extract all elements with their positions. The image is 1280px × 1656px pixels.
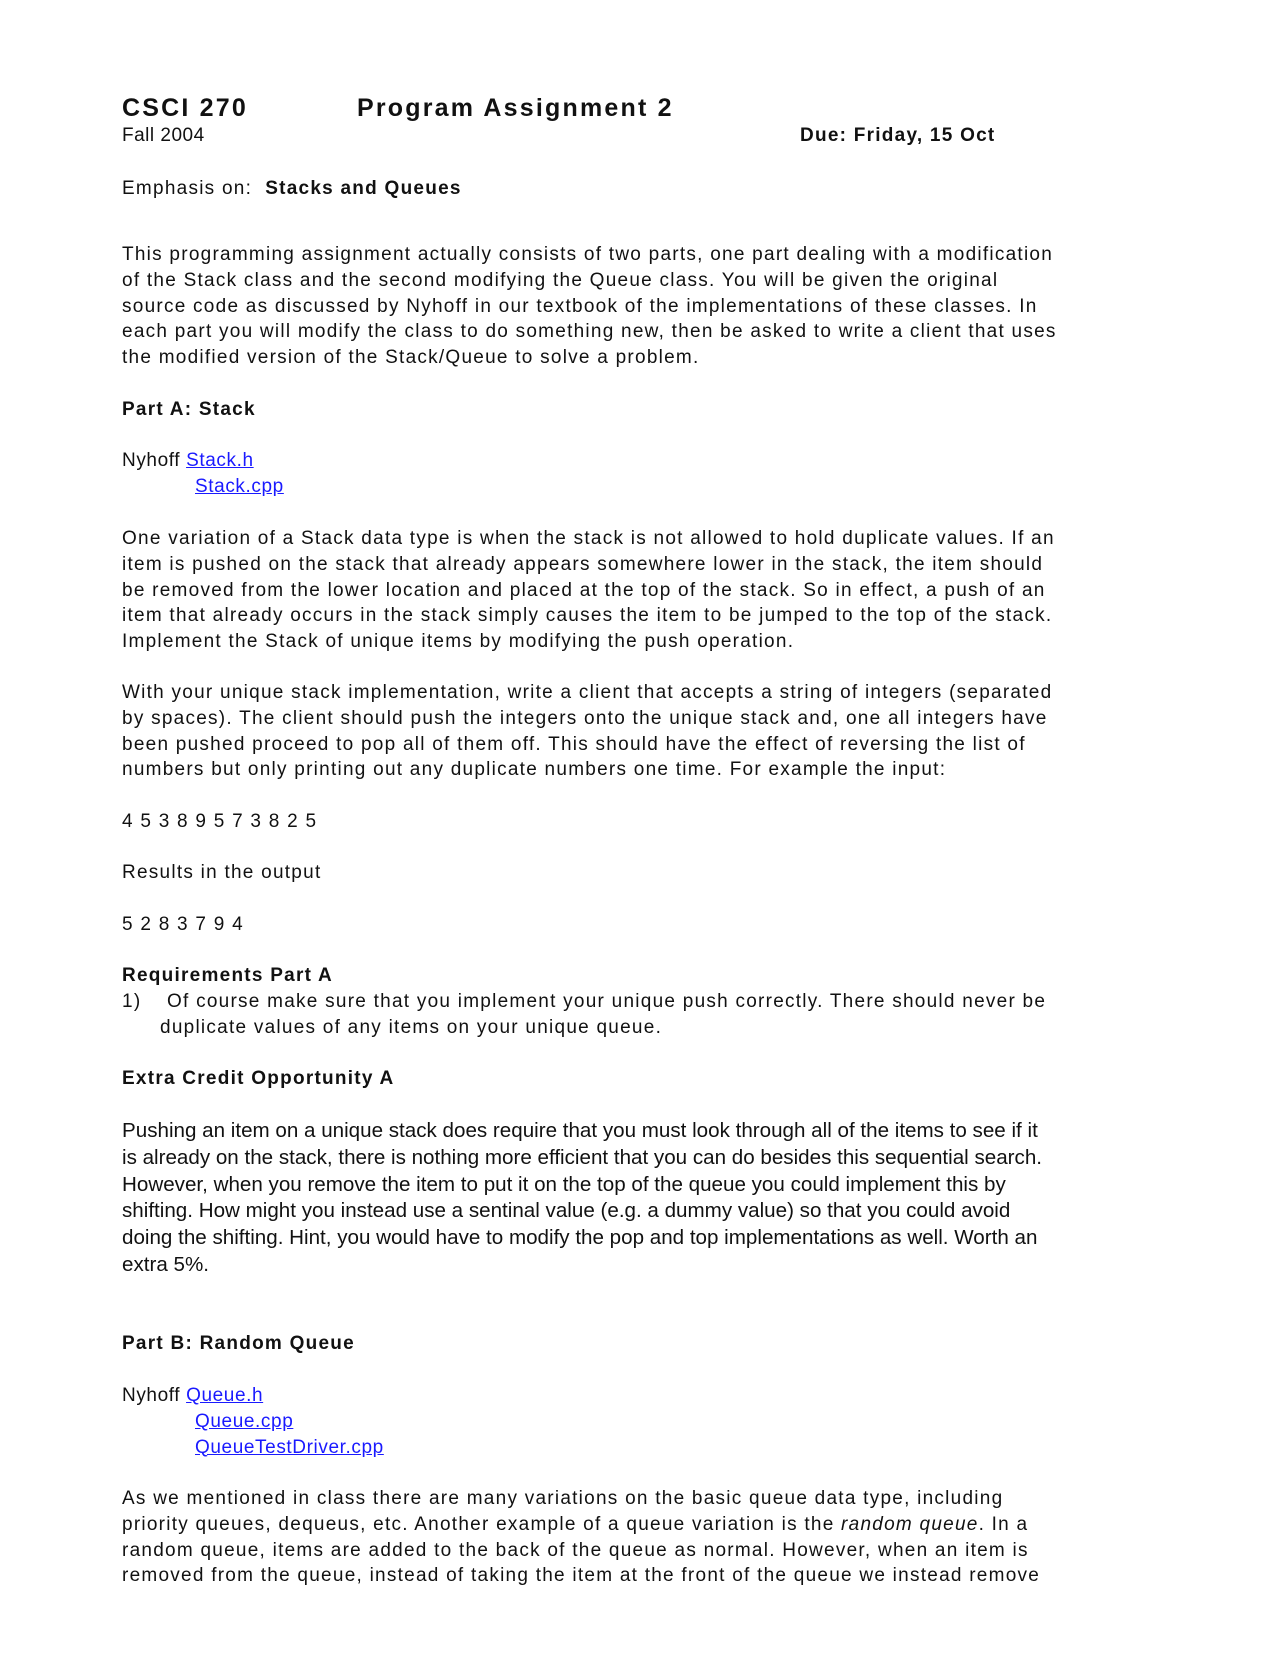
emphasis [122,176,462,202]
text-segment: . In a [978,1513,1029,1535]
extra-credit-heading: Extra Credit Opportunity A [122,1068,395,1089]
text-line: be removed from the lower location and placed at the top of the stack. So in effect, a push of an [122,579,1046,601]
text-line: doing the shifting. Hint, you would have to modify the pop and top implementations as well. Worth an [122,1226,1038,1250]
results-label: Results in the output [122,862,322,883]
intro-paragraph [122,242,1057,371]
text-line: item is pushed on the stack that already appears somewhere lower in the stack, the item should [122,553,1044,575]
header [122,93,674,123]
requirements-a-list [122,989,1046,1041]
queue-cpp-link[interactable]: Queue.cpp [195,1410,294,1432]
extra-credit-paragraph [122,1118,1042,1279]
text-line: random queue, items are added to the back of the queue as normal. However, when an item is [122,1539,1029,1561]
part-b-paragraph-1 [122,1486,1040,1589]
emphasis-label: Emphasis on: [122,178,253,199]
text-line: is already on the stack, there is nothing more efficient that you can do besides this sequential search. [122,1145,1043,1169]
example-output: 5 2 8 3 7 9 4 [122,914,244,935]
due-date: Due: Friday, 15 Oct [800,125,996,146]
text-line: of the Stack class and the second modifying the Queue class. You will be given the original [122,269,999,291]
text-line: However, when you remove the item to put it on the top of the queue you could implement this by [122,1172,1006,1196]
stack-cpp-link[interactable]: Stack.cpp [195,475,284,497]
queue-h-link[interactable]: Queue.h [186,1385,264,1406]
assignment-title: Program Assignment 2 [357,94,674,122]
text-line [122,1512,1040,1538]
text-line: This programming assignment actually consists of two parts, one part dealing with a modification [122,244,1054,265]
list-number: 1) [122,991,142,1012]
text-line: removed from the queue, instead of taking the item at the front of the queue we instead remove [122,1565,1041,1587]
text-line: extra 5%. [122,1252,209,1276]
text-line: each part you will modify the class to do something new, then be asked to write a client that uses [122,321,1057,343]
stack-h-link[interactable]: Stack.h [186,450,254,471]
text-line: Implement the Stack of unique items by modifying the push operation. [122,631,795,653]
text-line: item that already occurs in the stack simply causes the item to be jumped to the top of the stack. [122,605,1053,627]
text-line: been pushed proceed to pop all of them off. This should have the effect of reversing the list of [122,733,1026,755]
example-input: 4 5 3 8 9 5 7 3 8 2 5 [122,811,318,832]
part-a-heading: Part A: Stack [122,399,256,420]
nyhoff-label: Nyhoff [122,450,181,471]
text-line: One variation of a Stack data type is when the stack is not allowed to hold duplicate values. If an [122,528,1055,549]
text-line: by spaces). The client should push the integers onto the unique stack and, one all integers have [122,707,1048,729]
part-a-paragraph-1 [122,526,1055,655]
text-line: As we mentioned in class there are many variations on the basic queue data type, including [122,1488,1004,1509]
text-line: Pushing an item on a unique stack does require that you must look through all of the items to see if it [122,1119,1038,1142]
part-b-heading: Part B: Random Queue [122,1333,355,1354]
emphasis-random-queue: random queue [841,1513,979,1535]
text-line: source code as discussed by Nyhoff in our textbook of the implementations of these classes. In [122,295,1038,317]
term: Fall 2004 [122,125,205,146]
text-line: With your unique stack implementation, write a client that accepts a string of integers (separated [122,682,1053,703]
queue-test-driver-link[interactable]: QueueTestDriver.cpp [195,1436,384,1458]
text-line: Of course make sure that you implement your unique push correctly. There should never be [167,991,1047,1012]
requirements-a-heading: Requirements Part A [122,965,333,986]
text-line: the modified version of the Stack/Queue to solve a problem. [122,347,700,369]
course-code: CSCI 270 [122,94,248,122]
part-a-files [122,448,284,500]
text-line: duplicate values of any items on your unique queue. [160,1016,663,1038]
emphasis-value: Stacks and Queues [265,178,462,199]
text-line: shifting. How might you instead use a sentinal value (e.g. a dummy value) so that you could avoid [122,1199,1011,1223]
nyhoff-label: Nyhoff [122,1385,181,1406]
part-b-files [122,1383,384,1460]
text-line: numbers but only printing out any duplicate numbers one time. For example the input: [122,759,947,781]
text-segment: priority queues, dequeus, etc. Another example of a queue variation is the [122,1513,842,1535]
part-a-paragraph-2 [122,680,1052,783]
